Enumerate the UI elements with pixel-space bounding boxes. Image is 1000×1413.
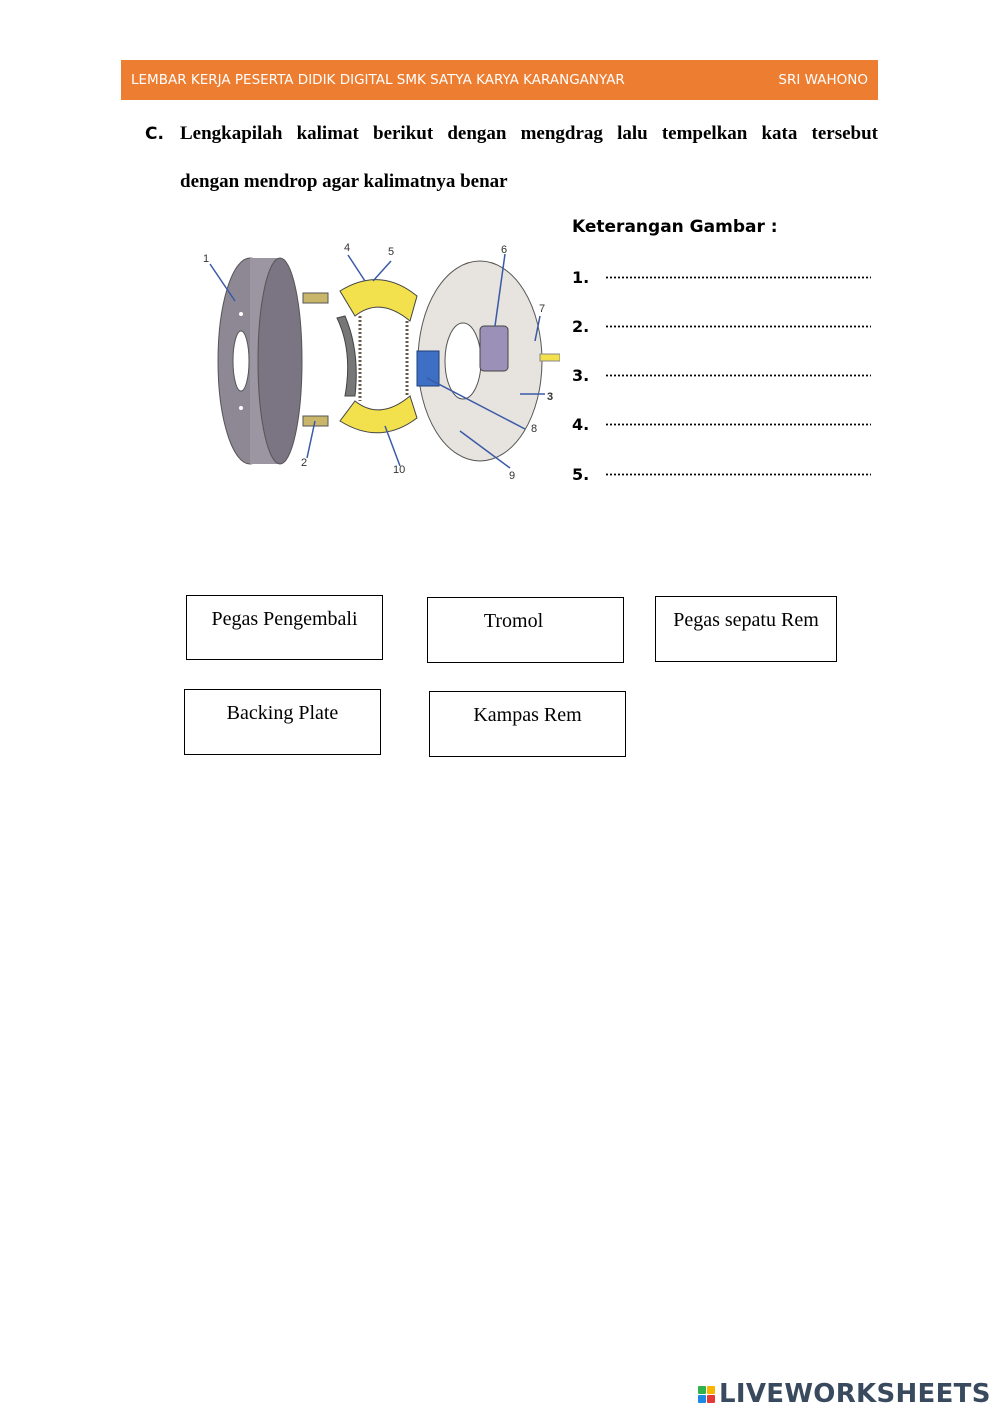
diagram-label-6: 6 <box>501 244 508 256</box>
word-pegas-sepatu-rem[interactable]: Pegas sepatu Rem <box>655 596 837 662</box>
header-title: LEMBAR KERJA PESERTA DIDIK DIGITAL SMK SATYA KARYA KARANGANYAR <box>131 72 625 88</box>
drum-brake-diagram <box>195 236 560 486</box>
diagram-label-9: 9 <box>509 470 516 482</box>
brake-drum-illustration <box>218 258 302 464</box>
drop-target-3[interactable] <box>605 374 871 377</box>
diagram-label-7: 7 <box>539 303 546 315</box>
drop-target-1[interactable] <box>605 276 871 279</box>
hold-down-springs <box>303 293 328 426</box>
legend-number: 5. <box>572 465 590 484</box>
legend-row-5 <box>572 465 877 487</box>
backing-plate <box>417 261 560 461</box>
word-pegas-pengembali[interactable]: Pegas Pengembali <box>186 595 383 660</box>
word-kampas-rem[interactable]: Kampas Rem <box>429 691 626 757</box>
legend-row-4 <box>572 415 877 437</box>
legend-row-3 <box>572 366 877 388</box>
drop-target-2[interactable] <box>605 325 871 328</box>
word-tromol[interactable]: Tromol <box>427 597 624 663</box>
drop-target-5[interactable] <box>605 473 871 476</box>
legend-number: 4. <box>572 415 590 434</box>
brake-shoes <box>337 280 417 433</box>
diagram-label-1: 1 <box>203 253 210 265</box>
legend-title: Keterangan Gambar : <box>572 217 778 237</box>
liveworksheets-brand: LIVEWORKSHEETS <box>719 1379 991 1409</box>
section-letter: C. <box>145 124 164 144</box>
diagram-label-2: 2 <box>301 457 308 469</box>
diagram-label-10: 10 <box>393 464 406 476</box>
diagram-label-3: 3 <box>547 391 554 403</box>
diagram-label-5: 5 <box>388 246 395 258</box>
instruction-line-1: Lengkapilah kalimat berikut dengan mengdrag lalu tempelkan kata tersebut <box>180 123 878 144</box>
header-author: SRI WAHONO <box>778 72 868 88</box>
word-backing-plate[interactable]: Backing Plate <box>184 689 381 755</box>
legend-number: 2. <box>572 317 590 336</box>
diagram-label-8: 8 <box>531 423 538 435</box>
liveworksheets-logo <box>698 1380 991 1408</box>
legend-row-2 <box>572 317 877 339</box>
instruction-line-2: dengan mendrop agar kalimatnya benar <box>180 171 508 192</box>
legend-number: 1. <box>572 268 590 287</box>
drop-target-4[interactable] <box>605 423 871 426</box>
diagram-label-4: 4 <box>344 242 351 254</box>
page-header <box>121 60 878 100</box>
liveworksheets-icon <box>698 1386 715 1403</box>
legend-row-1 <box>572 268 877 290</box>
legend-number: 3. <box>572 366 590 385</box>
